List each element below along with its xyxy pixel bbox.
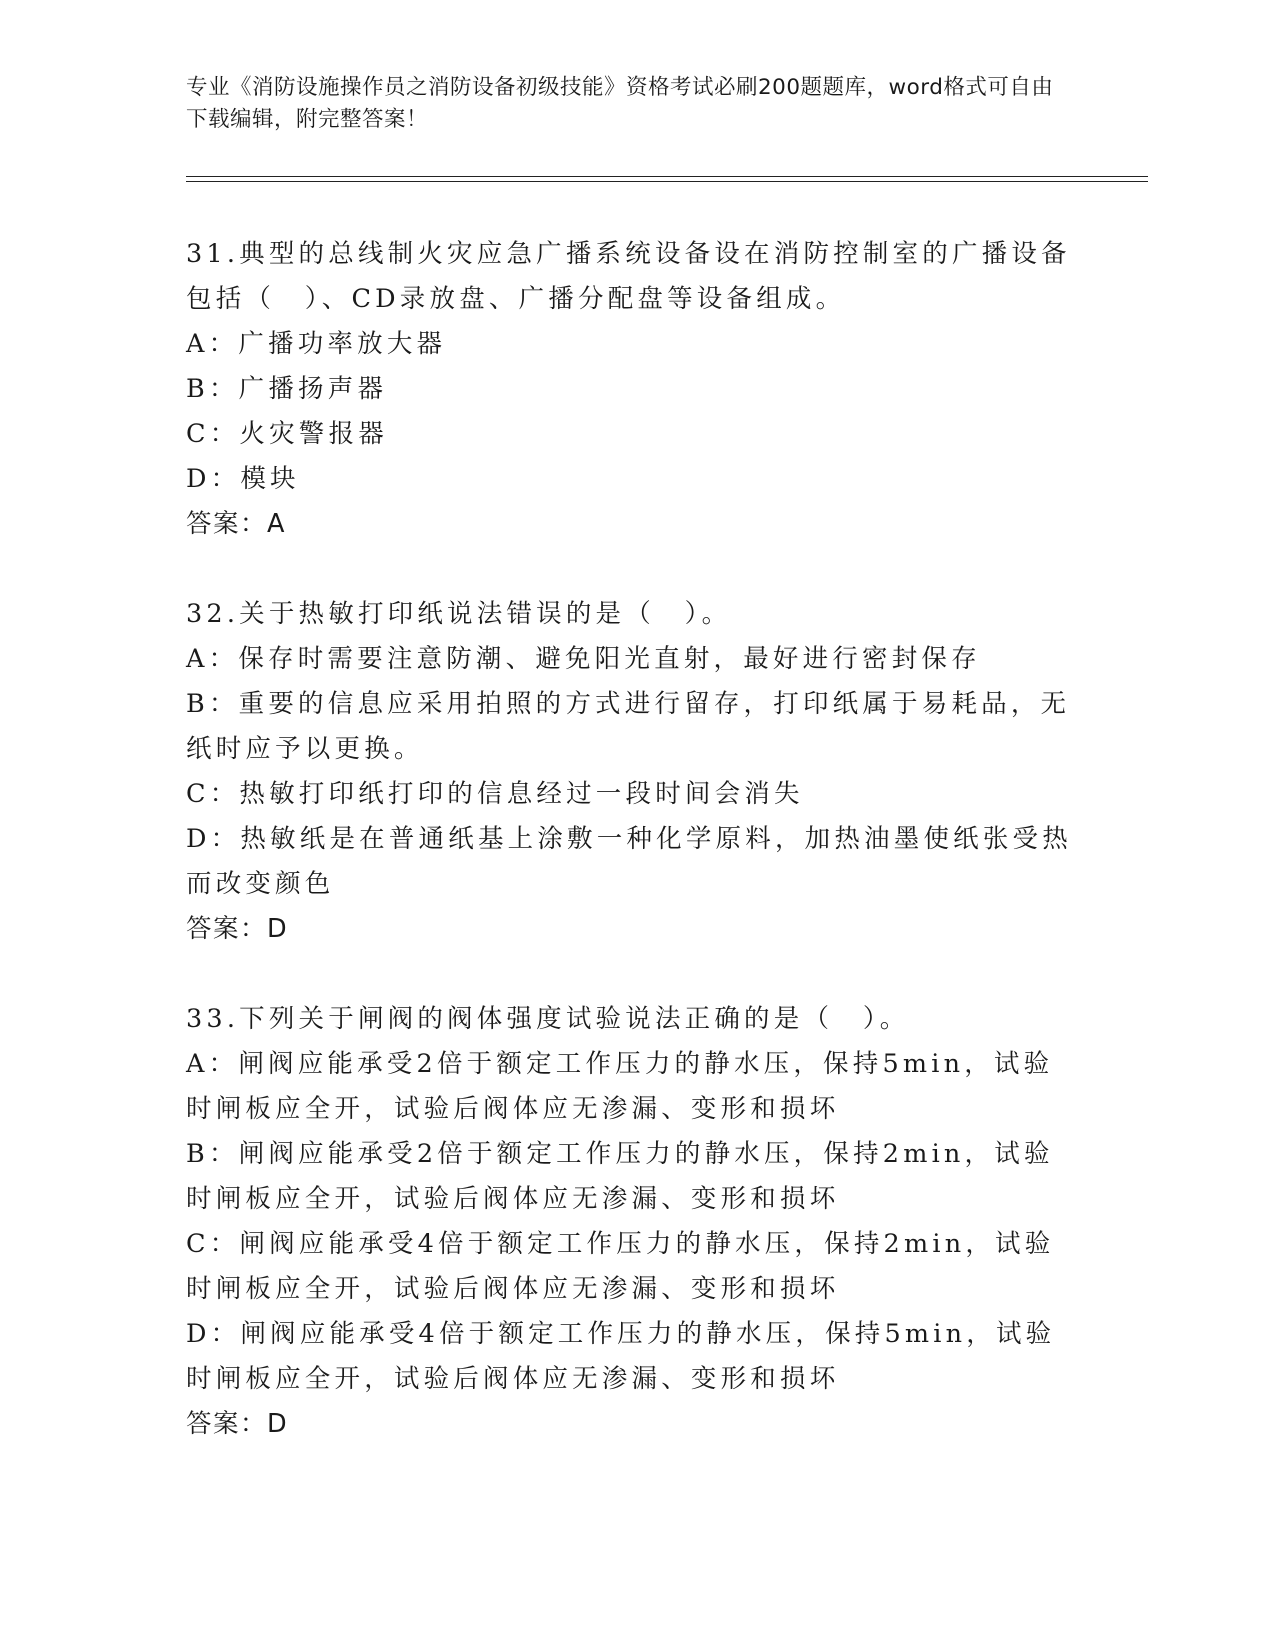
option-b: B：广播扬声器 <box>186 374 388 404</box>
answer-label: 答案：D <box>186 1409 289 1439</box>
header-divider-top <box>186 176 1148 177</box>
question-stem: 33.下列关于闸阀的阀体强度试验说法正确的是（ ）。 <box>186 1004 910 1034</box>
option-a: A：广播功率放大器 <box>186 329 447 359</box>
option-c: C：热敏打印纸打印的信息经过一段时间会消失 <box>186 779 804 809</box>
option-d: D：闸阀应能承受4倍于额定工作压力的静水压，保持5min，试验时闸板应全开，试验后阀体应无渗漏、变形和损坏 <box>186 1319 1056 1394</box>
question-stem: 31.典型的总线制火灾应急广播系统设备设在消防控制室的广播设备包括（ ）、CD录放盘、广播分配盘等设备组成。 <box>186 239 1071 314</box>
question-32 <box>186 592 1076 952</box>
option-d: D：模块 <box>186 464 300 494</box>
question-list <box>186 232 1076 1492</box>
option-b: B：闸阀应能承受2倍于额定工作压力的静水压，保持2min，试验时闸板应全开，试验后阀体应无渗漏、变形和损坏 <box>186 1139 1054 1214</box>
header-divider-bottom <box>186 181 1148 182</box>
option-c: C：火灾警报器 <box>186 419 388 449</box>
header-text: 专业《消防设施操作员之消防设备初级技能》资格考试必刷200题题库，word格式可自由下载编辑，附完整答案！ <box>186 75 1054 132</box>
option-a: A：闸阀应能承受2倍于额定工作压力的静水压，保持5min，试验时闸板应全开，试验后阀体应无渗漏、变形和损坏 <box>186 1049 1054 1124</box>
option-d: D：热敏纸是在普通纸基上涂敷一种化学原料，加热油墨使纸张受热而改变颜色 <box>186 824 1072 899</box>
question-31 <box>186 232 1076 547</box>
option-b: B：重要的信息应采用拍照的方式进行留存，打印纸属于易耗品，无纸时应予以更换。 <box>186 689 1071 764</box>
option-c: C：闸阀应能承受4倍于额定工作压力的静水压，保持2min，试验时闸板应全开，试验后阀体应无渗漏、变形和损坏 <box>186 1229 1055 1304</box>
answer-label: 答案：D <box>186 914 289 944</box>
question-stem: 32.关于热敏打印纸说法错误的是（ ）。 <box>186 599 732 629</box>
document-header <box>186 72 1066 136</box>
option-a: A：保存时需要注意防潮、避免阳光直射，最好进行密封保存 <box>186 644 981 674</box>
question-33 <box>186 997 1076 1447</box>
answer-label: 答案：A <box>186 509 286 539</box>
